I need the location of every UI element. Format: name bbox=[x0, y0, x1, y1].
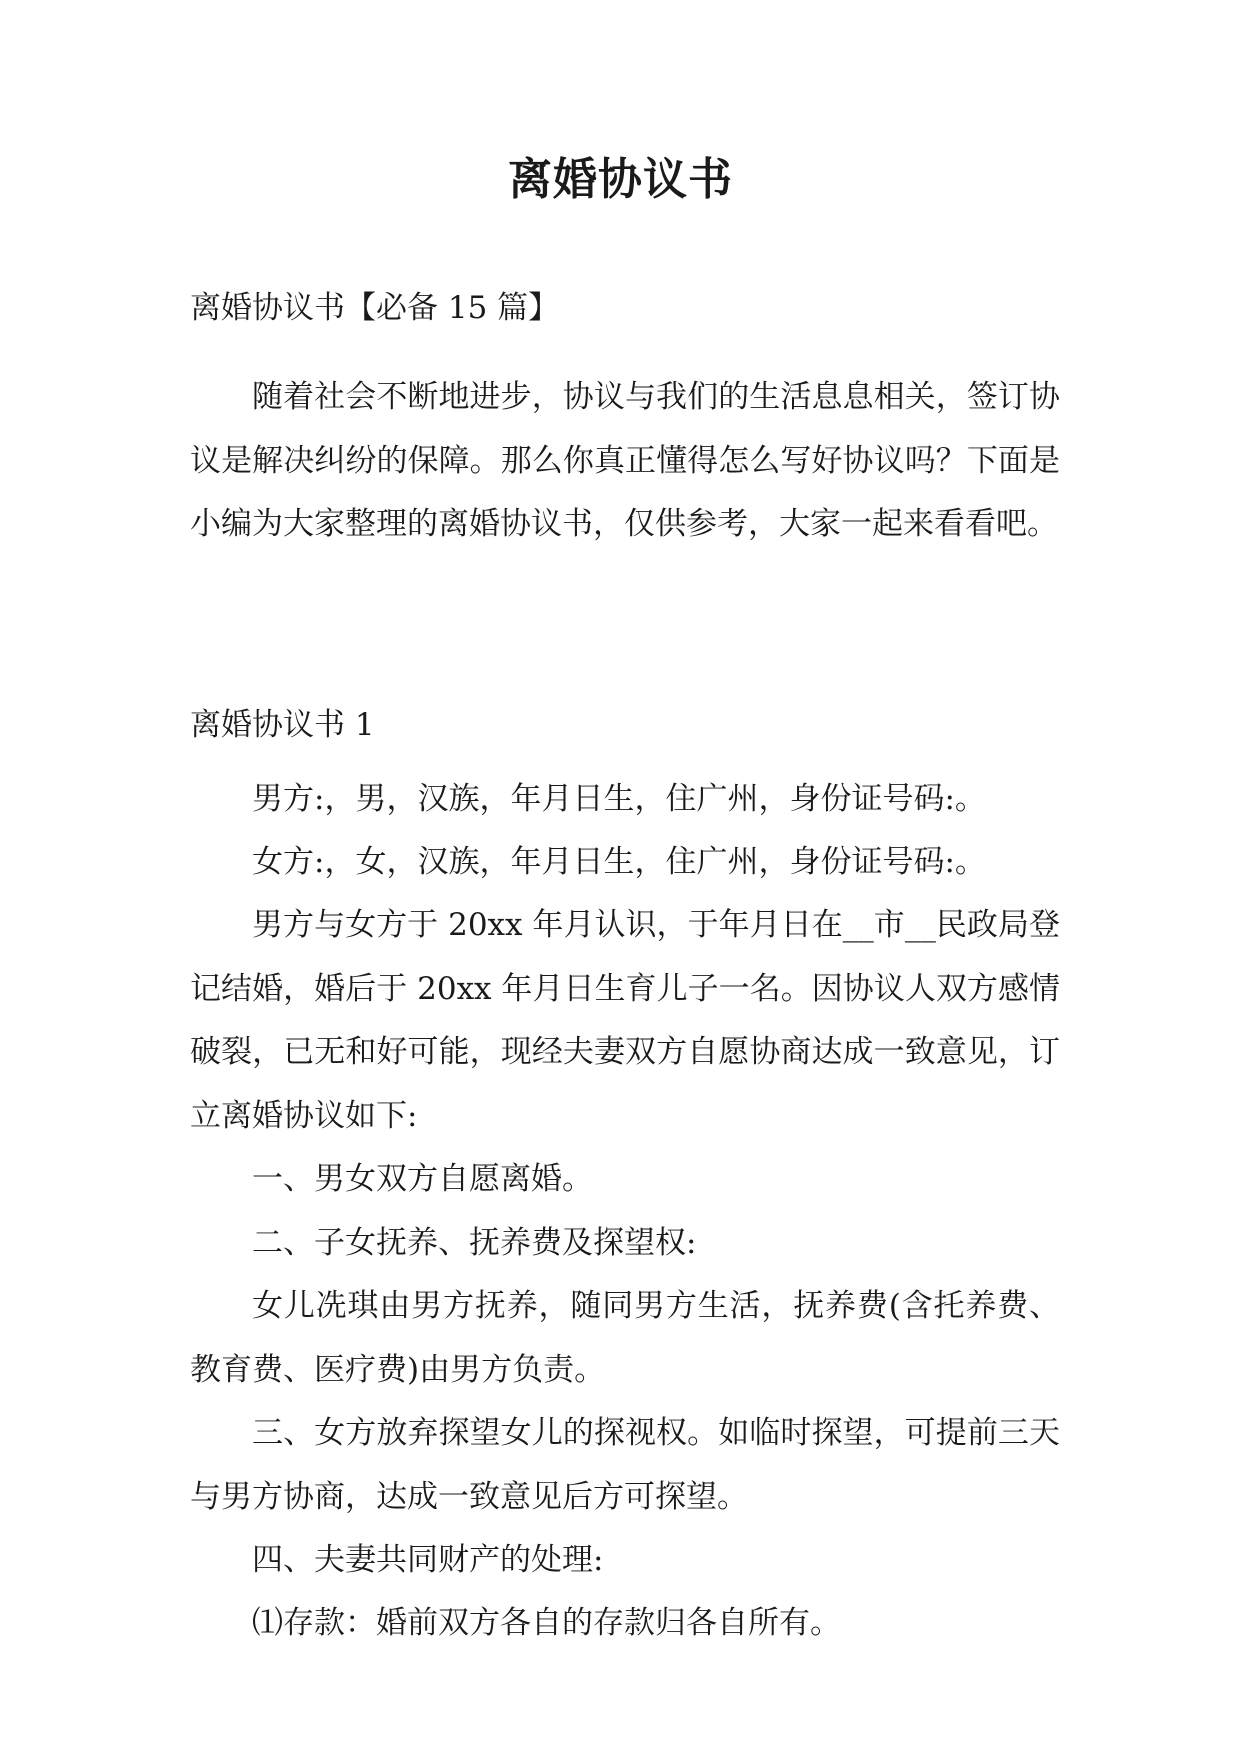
background-paragraph: 男方与女方于 20xx 年月认识，于年月日在__市__民政局登记结婚，婚后于 20xx 年月日生育儿子一名。因协议人双方感情破裂，已无和好可能，现经夫妻双方自愿协商达成一致意见，订立离婚协议如下: bbox=[190, 907, 1060, 1134]
clause-1-paragraph: 一、男女双方自愿离婚。 bbox=[252, 1161, 593, 1197]
document-subtitle: 离婚协议书【必备 15 篇】 bbox=[190, 290, 560, 326]
child-custody-paragraph: 女儿冼琪由男方抚养，随同男方生活，抚养费(含托养费、教育费、医疗费)由男方负责。 bbox=[190, 1288, 1060, 1388]
party-female-paragraph: 女方:，女，汉族，年月日生，住广州，身份证号码:。 bbox=[252, 844, 986, 880]
party-male-paragraph: 男方:，男，汉族，年月日生，住广州，身份证号码:。 bbox=[252, 781, 986, 817]
clause-4-heading: 四、夫妻共同财产的处理: bbox=[252, 1542, 604, 1578]
clause-3-paragraph: 三、女方放弃探望女儿的探视权。如临时探望，可提前三天与男方协商，达成一致意见后方可探望。 bbox=[190, 1415, 1060, 1515]
clause-2-heading: 二、子女抚养、抚养费及探望权: bbox=[252, 1225, 697, 1261]
document-title: 离婚协议书 bbox=[508, 154, 733, 205]
intro-paragraph: 随着社会不断地进步，协议与我们的生活息息相关，签订协议是解决纠纷的保障。那么你真正懂得怎么写好协议吗？下面是小编为大家整理的离婚协议书，仅供参考，大家一起来看看吧。 bbox=[190, 379, 1060, 542]
savings-paragraph: ⑴存款：婚前双方各自的存款归各自所有。 bbox=[252, 1605, 841, 1641]
section-heading: 离婚协议书 1 bbox=[190, 707, 375, 743]
